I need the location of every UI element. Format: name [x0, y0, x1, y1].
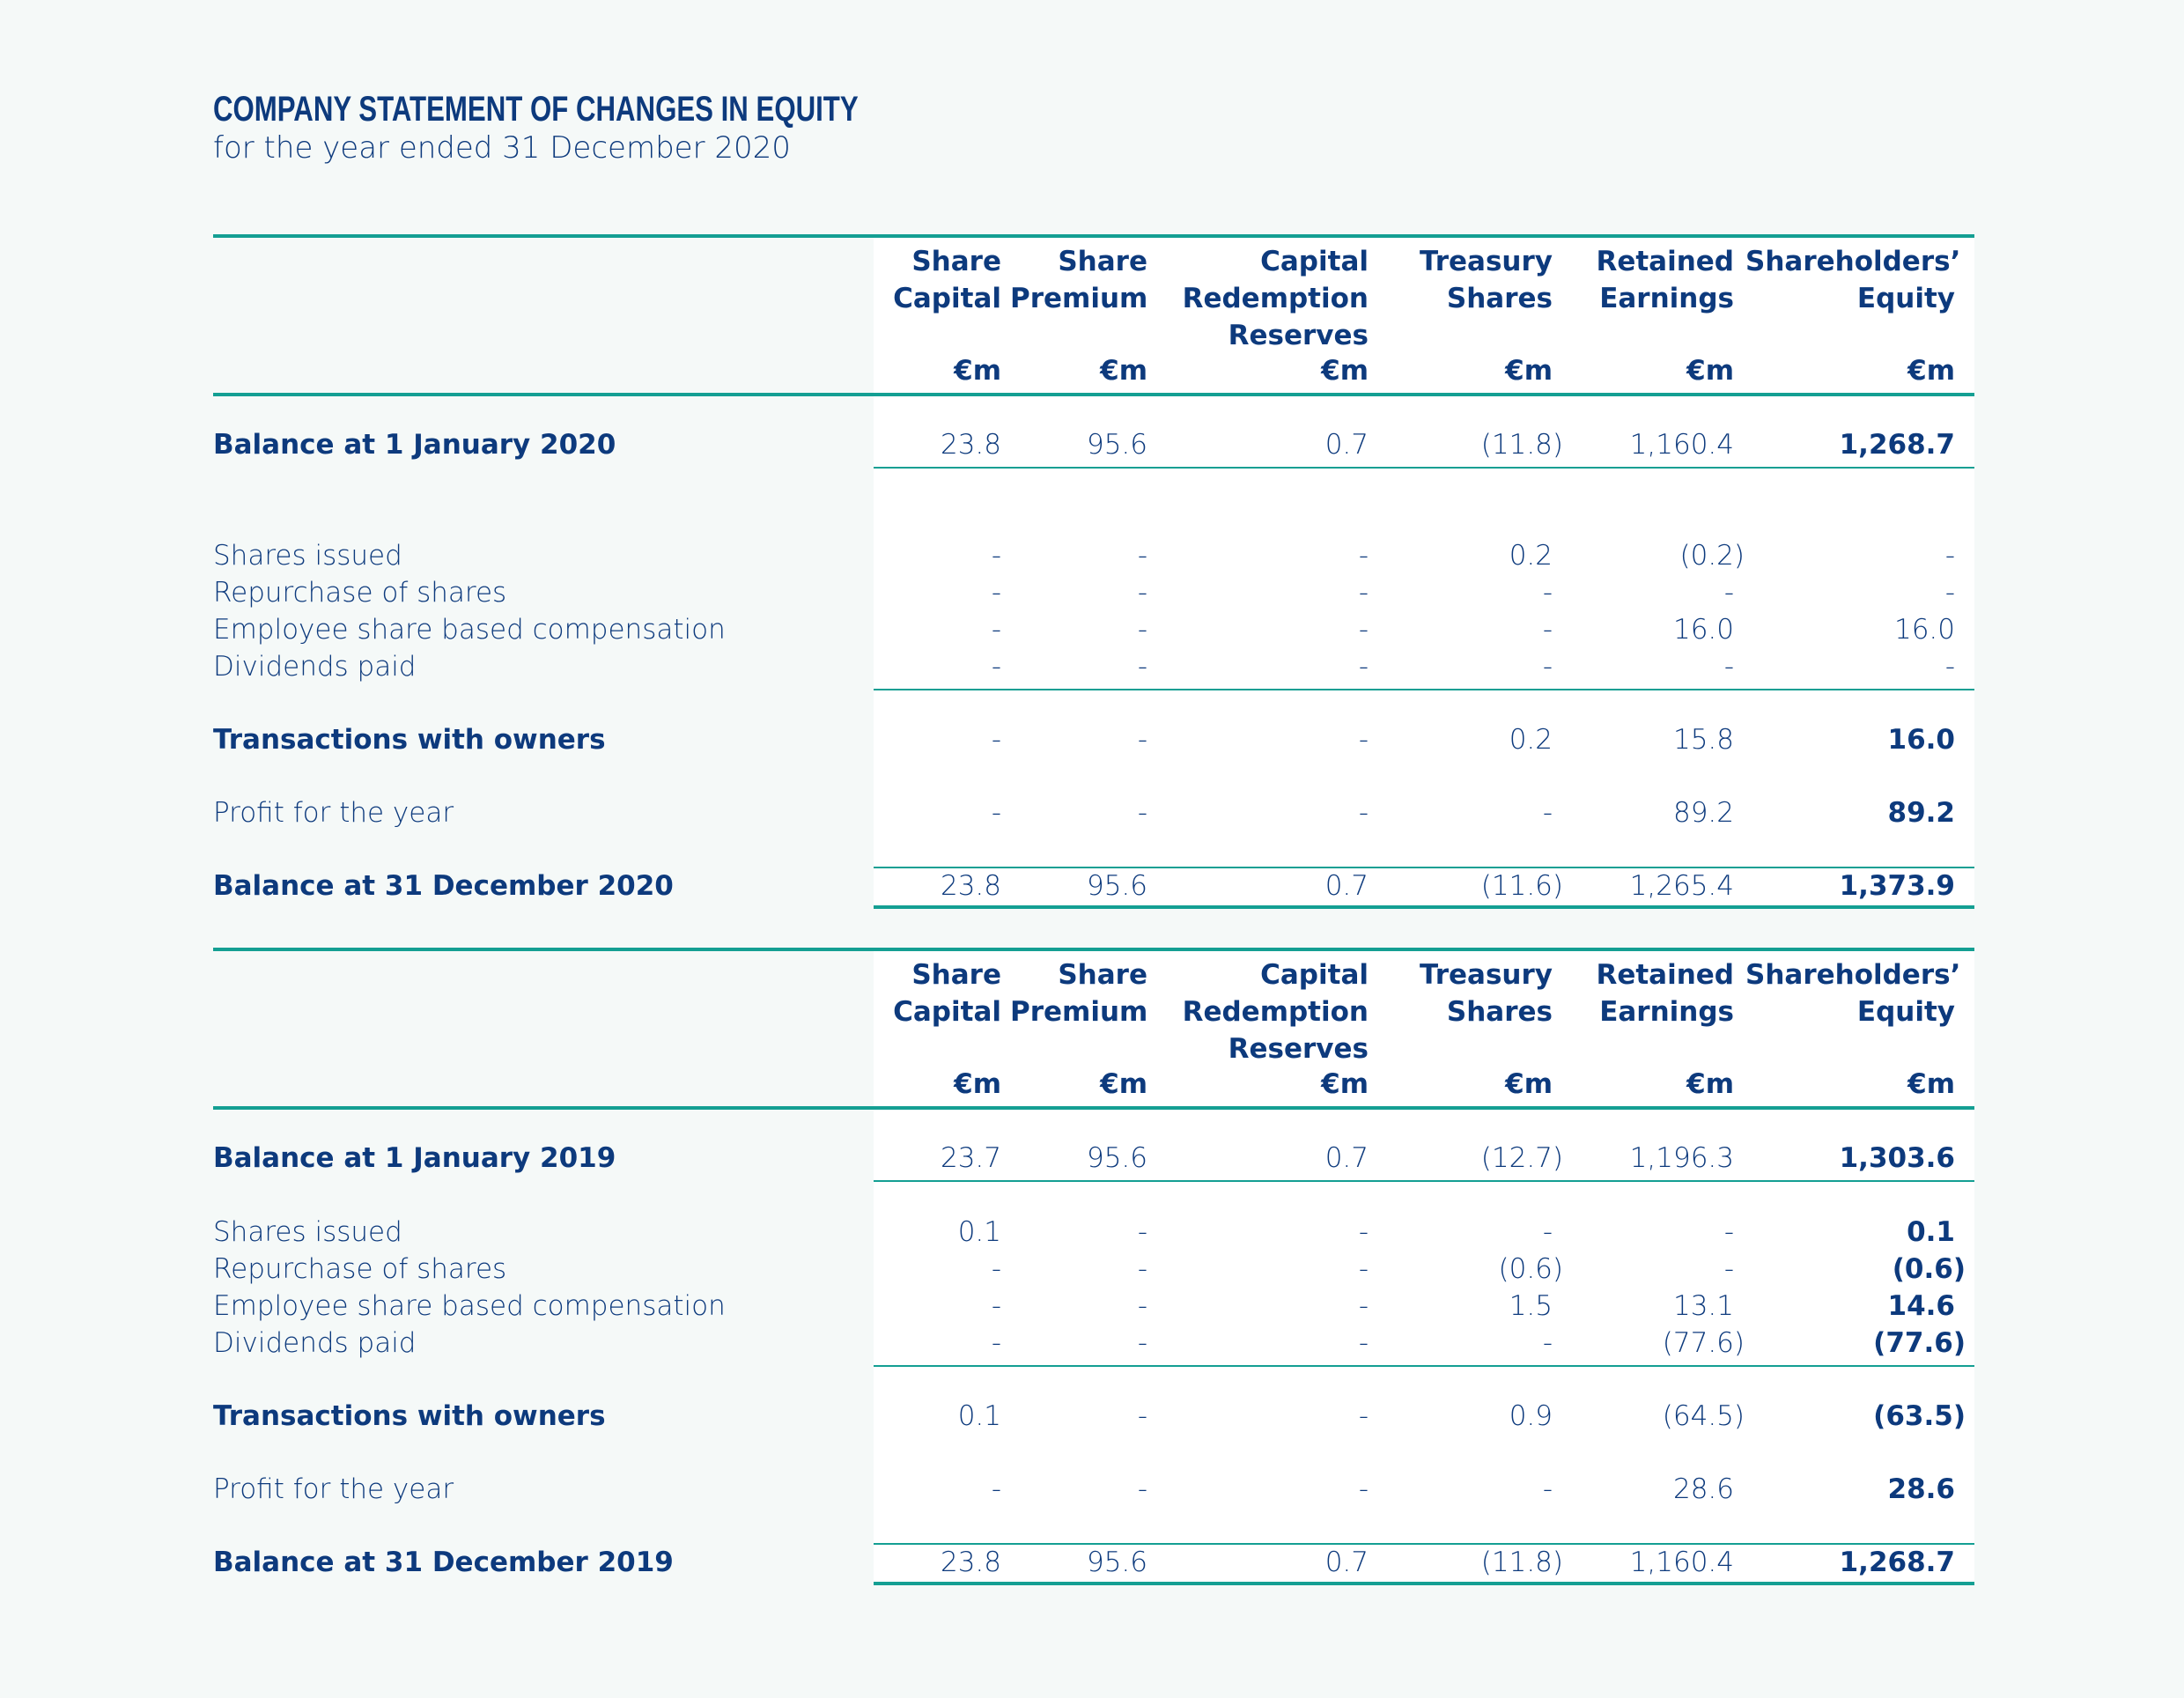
value-cell: (11.8) — [1480, 1547, 1563, 1578]
value-cell: 95.6 — [1086, 870, 1147, 902]
equity-table-2 — [213, 948, 1974, 1594]
column-header-label: Capital Redemption Reserves — [1182, 959, 1369, 1065]
value-cell: (77.6) — [1662, 1327, 1745, 1359]
column-header — [1745, 956, 1961, 1103]
value-cell: (63.5) — [1873, 1400, 1966, 1432]
column-header-label: Capital Redemption Reserves — [1182, 246, 1369, 351]
value-cell: - — [1944, 540, 1955, 572]
value-cell: - — [1542, 1473, 1553, 1505]
column-header-unit: €m — [1907, 355, 1955, 387]
value-cell: - — [991, 577, 1001, 609]
column-header-unit: €m — [1686, 355, 1734, 387]
column-header — [1164, 243, 1369, 389]
header-rule — [213, 1106, 1974, 1110]
value-cell: 0.7 — [1324, 1142, 1369, 1174]
value-cell: - — [1358, 1400, 1369, 1432]
value-cell: - — [1358, 1473, 1369, 1505]
total-rule — [874, 1365, 1974, 1367]
row-label: Transactions with owners — [213, 724, 606, 756]
column-header-unit: €m — [1505, 1068, 1553, 1100]
value-cell: - — [1723, 1216, 1734, 1248]
row-label: Employee share based compensation — [213, 614, 726, 646]
value-cell: 0.7 — [1324, 1547, 1369, 1578]
value-cell: 28.6 — [1672, 1473, 1734, 1505]
total-rule — [874, 1180, 1974, 1182]
value-cell: 0.1 — [1907, 1216, 1955, 1248]
column-header-unit: €m — [1686, 1068, 1734, 1100]
page-subtitle: for the year ended 31 December 2020 — [213, 130, 791, 166]
value-cell: - — [991, 1327, 1001, 1359]
total-rule — [874, 467, 1974, 469]
value-cell: 23.8 — [940, 1547, 1001, 1578]
value-cell: 95.6 — [1086, 1547, 1147, 1578]
column-header-unit: €m — [1100, 1068, 1147, 1100]
value-cell: - — [991, 540, 1001, 572]
value-cell: (11.8) — [1480, 429, 1563, 461]
row-label: Repurchase of shares — [213, 577, 507, 609]
value-cell: - — [1358, 1216, 1369, 1248]
value-cell: 16.0 — [1672, 614, 1734, 646]
value-cell: - — [1137, 540, 1147, 572]
value-cell: 0.2 — [1509, 724, 1553, 756]
column-header-unit: €m — [1321, 1068, 1369, 1100]
row-label: Profit for the year — [213, 797, 454, 829]
value-cell: 28.6 — [1887, 1473, 1955, 1505]
column-header-label: Retained Earnings — [1596, 246, 1734, 314]
equity-table-1 — [213, 234, 1974, 918]
column-header — [1384, 956, 1553, 1103]
value-cell: - — [1358, 651, 1369, 683]
header-rule — [213, 393, 1974, 396]
value-cell: - — [1542, 577, 1553, 609]
column-header-label: Share Capital — [893, 959, 1001, 1028]
value-cell: - — [991, 1253, 1001, 1285]
value-cell: 1,268.7 — [1839, 429, 1955, 461]
value-cell: - — [1137, 724, 1147, 756]
value-cell: 0.9 — [1509, 1400, 1553, 1432]
value-cell: 95.6 — [1086, 1142, 1147, 1174]
value-cell: - — [1542, 614, 1553, 646]
value-cell: 16.0 — [1887, 724, 1955, 756]
value-cell: - — [1358, 1290, 1369, 1322]
total-rule — [874, 905, 1974, 909]
column-header-label: Share Capital — [893, 246, 1001, 314]
column-header — [1010, 956, 1147, 1103]
row-label: Profit for the year — [213, 1473, 454, 1505]
value-cell: 14.6 — [1887, 1290, 1955, 1322]
column-header-unit: €m — [954, 1068, 1001, 1100]
value-cell: - — [1723, 1253, 1734, 1285]
value-cell: - — [1944, 651, 1955, 683]
value-cell: - — [1358, 614, 1369, 646]
value-cell: - — [1137, 651, 1147, 683]
column-header-label: Share Premium — [1010, 246, 1148, 314]
value-cell: - — [1542, 797, 1553, 829]
value-cell: 1.5 — [1509, 1290, 1553, 1322]
column-header-label: Shareholders’ Equity — [1745, 959, 1961, 1028]
value-cell: - — [1137, 797, 1147, 829]
value-cell: - — [1137, 1253, 1147, 1285]
column-header-unit: €m — [1100, 355, 1147, 387]
column-header — [1745, 243, 1961, 389]
value-cell: 1,265.4 — [1629, 870, 1734, 902]
value-cell: - — [1542, 1216, 1553, 1248]
column-header-unit: €m — [1321, 355, 1369, 387]
row-label: Transactions with owners — [213, 1400, 606, 1432]
column-header-unit: €m — [1907, 1068, 1955, 1100]
value-cell: 0.1 — [957, 1216, 1001, 1248]
value-cell: - — [1358, 540, 1369, 572]
value-cell: 15.8 — [1672, 724, 1734, 756]
value-cell: 1,160.4 — [1629, 1547, 1734, 1578]
value-cell: 1,268.7 — [1839, 1547, 1955, 1578]
value-cell: 1,160.4 — [1629, 429, 1734, 461]
column-header — [882, 243, 1001, 389]
value-cell: - — [1723, 651, 1734, 683]
value-cell: - — [991, 797, 1001, 829]
value-cell: - — [1358, 577, 1369, 609]
value-cell: - — [1358, 724, 1369, 756]
row-label: Balance at 31 December 2019 — [213, 1547, 674, 1578]
value-cell: - — [1137, 614, 1147, 646]
column-header — [1164, 956, 1369, 1103]
value-cell: - — [1542, 1327, 1553, 1359]
row-label: Repurchase of shares — [213, 1253, 507, 1285]
value-cell: 23.7 — [940, 1142, 1001, 1174]
table-top-rule — [213, 234, 1974, 238]
value-cell: (0.2) — [1679, 540, 1745, 572]
row-label: Shares issued — [213, 1216, 402, 1248]
column-header — [1384, 243, 1553, 389]
row-label: Dividends paid — [213, 1327, 417, 1359]
column-header — [1565, 243, 1734, 389]
total-rule — [874, 689, 1974, 690]
row-label: Balance at 1 January 2020 — [213, 429, 616, 461]
value-cell: 16.0 — [1893, 614, 1955, 646]
column-header — [882, 956, 1001, 1103]
value-cell: 13.1 — [1672, 1290, 1734, 1322]
column-header — [1565, 956, 1734, 1103]
value-cell: - — [991, 614, 1001, 646]
value-cell: (0.6) — [1892, 1253, 1966, 1285]
row-label: Balance at 1 January 2019 — [213, 1142, 616, 1174]
column-header-unit: €m — [954, 355, 1001, 387]
value-cell: 1,303.6 — [1839, 1142, 1955, 1174]
value-cell: - — [991, 1473, 1001, 1505]
total-rule — [874, 1582, 1974, 1585]
value-cell: (12.7) — [1480, 1142, 1563, 1174]
value-cell: (64.5) — [1662, 1400, 1745, 1432]
value-cell: - — [1137, 1290, 1147, 1322]
row-label: Balance at 31 December 2020 — [213, 870, 674, 902]
value-cell: - — [1944, 577, 1955, 609]
column-header — [1010, 243, 1147, 389]
column-header-unit: €m — [1505, 355, 1553, 387]
value-cell: 89.2 — [1887, 797, 1955, 829]
value-cell: 0.7 — [1324, 429, 1369, 461]
value-cell: 0.7 — [1324, 870, 1369, 902]
value-cell: - — [991, 724, 1001, 756]
value-cell: - — [1137, 1400, 1147, 1432]
value-cell: 23.8 — [940, 870, 1001, 902]
value-cell: - — [1542, 651, 1553, 683]
value-cell: - — [1137, 1327, 1147, 1359]
value-cell: - — [1137, 577, 1147, 609]
column-header-label: Retained Earnings — [1596, 959, 1734, 1028]
value-cell: - — [991, 651, 1001, 683]
column-header-label: Share Premium — [1010, 959, 1148, 1028]
value-cell: 0.2 — [1509, 540, 1553, 572]
value-cell: - — [1723, 577, 1734, 609]
row-label: Employee share based compensation — [213, 1290, 726, 1322]
value-cell: (77.6) — [1873, 1327, 1966, 1359]
value-cell: 1,373.9 — [1839, 870, 1955, 902]
row-label: Shares issued — [213, 540, 402, 572]
value-cell: 95.6 — [1086, 429, 1147, 461]
value-cell: - — [991, 1290, 1001, 1322]
value-cell: - — [1358, 1253, 1369, 1285]
value-cell: 1,196.3 — [1629, 1142, 1734, 1174]
column-header-label: Treasury Shares — [1420, 246, 1553, 314]
value-cell: (11.6) — [1480, 870, 1563, 902]
column-header-label: Treasury Shares — [1420, 959, 1553, 1028]
value-cell: 89.2 — [1672, 797, 1734, 829]
row-label: Dividends paid — [213, 651, 417, 683]
value-cell: - — [1137, 1473, 1147, 1505]
value-cell: - — [1358, 797, 1369, 829]
value-cell: 23.8 — [940, 429, 1001, 461]
value-cell: - — [1358, 1327, 1369, 1359]
table-top-rule — [213, 948, 1974, 951]
column-header-label: Shareholders’ Equity — [1745, 246, 1961, 314]
value-cell: 0.1 — [957, 1400, 1001, 1432]
value-cell: - — [1137, 1216, 1147, 1248]
value-cell: (0.6) — [1498, 1253, 1563, 1285]
page-title: COMPANY STATEMENT OF CHANGES IN EQUITY — [213, 90, 859, 129]
